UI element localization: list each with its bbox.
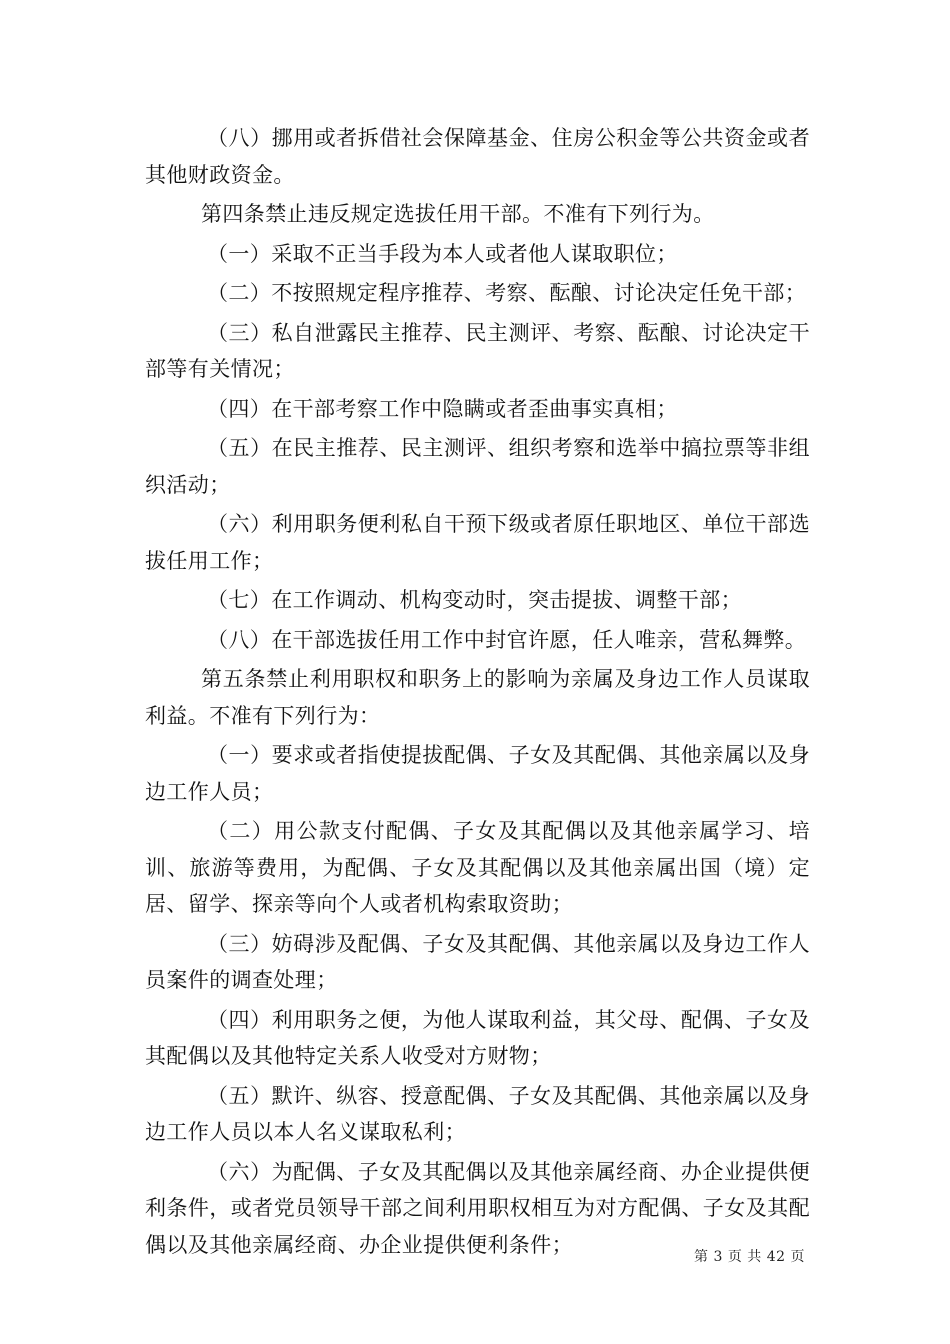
paragraph-item: （二）不按照规定程序推荐、考察、酝酿、讨论决定任免干部；	[207, 281, 807, 305]
paragraph-item: （八）挪用或者拆借社会保障基金、住房公积金等公共资金或者其他财政资金。	[145, 126, 810, 187]
page-number: 第 3 页 共 42 页	[694, 1249, 805, 1265]
paragraph-item: （一）要求或者指使提拔配偶、子女及其配偶、其他亲属以及身边工作人员；	[145, 743, 810, 804]
paragraph-item: （六）利用职务便利私自干预下级或者原任职地区、单位干部选拔任用工作；	[145, 512, 810, 573]
paragraph-article: 第五条禁止利用职权和职务上的影响为亲属及身边工作人员谋取利益。不准有下列行为：	[145, 667, 810, 728]
paragraph-item: （四）利用职务之便，为他人谋取利益，其父母、配偶、子女及其配偶以及其他特定关系人收受对方财物；	[145, 1007, 810, 1068]
paragraph-item: （一）采取不正当手段为本人或者他人谋取职位；	[207, 241, 678, 266]
document-body	[145, 120, 810, 1266]
paragraph-item: （七）在工作调动、机构变动时，突击提拔、调整干部；	[207, 588, 742, 612]
paragraph-article: 第四条禁止违反规定选拔任用干部。不准有下列行为。	[201, 202, 715, 226]
paragraph-item: （五）默许、纵容、授意配偶、子女及其配偶、其他亲属以及身边工作人员以本人名义谋取私利；	[145, 1083, 810, 1144]
paragraph-item: （六）为配偶、子女及其配偶以及其他亲属经商、办企业提供便利条件，或者党员领导干部之间利用职权相互为对方配偶、子女及其配偶以及其他亲属经商、办企业提供便利条件；	[145, 1159, 810, 1257]
paragraph-item: （二）用公款支付配偶、子女及其配偶以及其他亲属学习、培训、旅游等费用，为配偶、子女及其配偶以及其他亲属出国（境）定居、留学、探亲等向个人或者机构索取资助；	[145, 819, 810, 916]
paragraph-item: （四）在干部考察工作中隐瞒或者歪曲事实真相；	[207, 396, 678, 421]
paragraph-item: （三）妨碍涉及配偶、子女及其配偶、其他亲属以及身边工作人员案件的调查处理；	[145, 931, 810, 992]
paragraph-item: （五）在民主推荐、民主测评、组织考察和选举中搞拉票等非组织活动；	[145, 436, 810, 497]
paragraph-item: （三）私自泄露民主推荐、民主测评、考察、酝酿、讨论决定干部等有关情况；	[145, 320, 810, 381]
paragraph-item: （八）在干部选拔任用工作中封官许愿，任人唯亲，营私舞弊。	[207, 627, 807, 652]
